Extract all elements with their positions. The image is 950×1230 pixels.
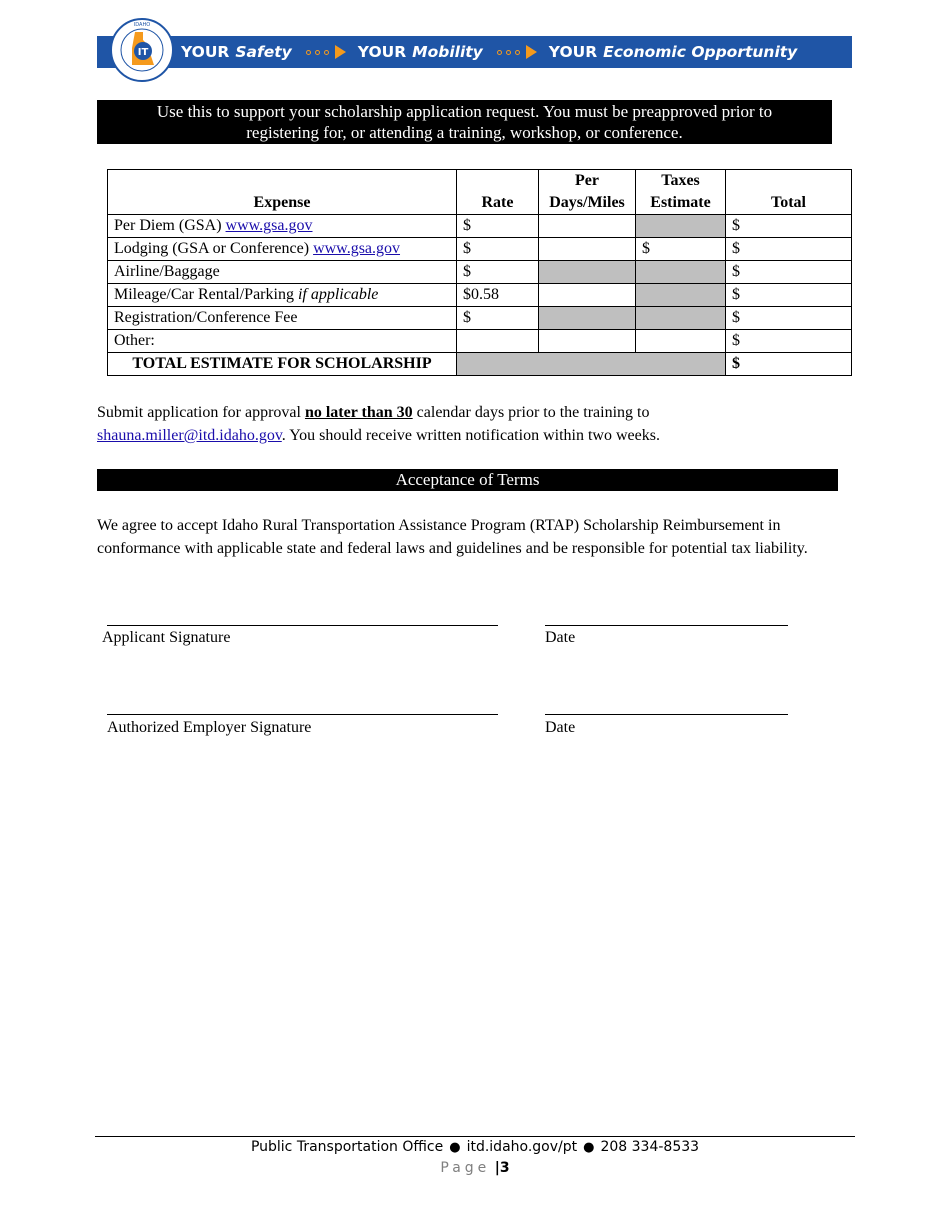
table-row xyxy=(108,261,852,284)
tax-cell-disabled xyxy=(636,261,726,284)
row-label xyxy=(108,238,457,261)
total-cell[interactable]: $ xyxy=(726,284,852,307)
date-label-1: Date xyxy=(545,629,576,646)
page-label: Page xyxy=(440,1160,491,1176)
table-row xyxy=(108,330,852,353)
instruction-line-1: Use this to support your scholarship application request. You must be preapproved prior to xyxy=(156,102,773,121)
total-cell[interactable]: $ xyxy=(726,215,852,238)
rate-cell[interactable] xyxy=(457,330,539,353)
submit-text-before: Submit application for approval xyxy=(97,404,305,421)
acceptance-title: Acceptance of Terms xyxy=(97,469,838,491)
itd-logo-icon xyxy=(110,18,174,82)
submit-paragraph xyxy=(97,401,857,447)
banner-word-economic: Economic Opportunity xyxy=(603,43,798,61)
header-banner xyxy=(97,36,852,68)
banner-dots-arrow-icon xyxy=(306,45,346,59)
header-taxes-line1: Taxes xyxy=(661,172,700,189)
rate-cell[interactable]: $ xyxy=(457,238,539,261)
banner-segment-mobility xyxy=(358,43,483,61)
table-row xyxy=(108,215,852,238)
row-label-text: Per Diem (GSA) xyxy=(114,217,226,234)
row-label xyxy=(108,284,457,307)
page-separator: | xyxy=(494,1160,500,1176)
table-row xyxy=(108,238,852,261)
tax-cell-disabled xyxy=(636,307,726,330)
days-cell[interactable] xyxy=(539,238,636,261)
tax-cell[interactable] xyxy=(636,330,726,353)
svg-text:IT: IT xyxy=(137,47,149,58)
days-cell[interactable] xyxy=(539,284,636,307)
banner-word-mobility: Mobility xyxy=(412,43,483,61)
footer-contact xyxy=(0,1139,950,1155)
employer-signature-label: Authorized Employer Signature xyxy=(107,719,312,736)
gsa-link[interactable]: www.gsa.gov xyxy=(225,217,313,234)
banner-your: YOUR xyxy=(357,43,407,61)
tax-cell[interactable]: $ xyxy=(636,238,726,261)
bullet-icon: ● xyxy=(449,1140,461,1155)
row-label-italic: if applicable xyxy=(297,286,379,303)
total-estimate-cell[interactable]: $ xyxy=(726,353,852,376)
page-number-value: 3 xyxy=(499,1160,510,1176)
date-label-2: Date xyxy=(545,719,576,736)
total-row xyxy=(108,353,852,376)
row-label-text: Lodging (GSA or Conference) xyxy=(114,240,314,257)
row-label: Airline/Baggage xyxy=(108,261,457,284)
rate-cell[interactable]: $ xyxy=(457,261,539,284)
days-cell-disabled xyxy=(539,261,636,284)
tax-cell-disabled xyxy=(636,215,726,238)
banner-word-safety: Safety xyxy=(235,43,292,61)
header-expense: Expense xyxy=(108,170,457,215)
email-link[interactable]: shauna.miller@itd.idaho.gov xyxy=(97,427,282,444)
table-row xyxy=(108,284,852,307)
banner-segment-safety xyxy=(181,43,292,61)
header-taxes-line2: Estimate xyxy=(650,194,711,211)
rate-cell[interactable]: $0.58 xyxy=(457,284,539,307)
days-cell-disabled xyxy=(539,307,636,330)
header-per-days-line1: Per xyxy=(575,172,599,189)
instruction-line-2: registering for, or attending a training, workshop, or conference. xyxy=(246,123,683,142)
submit-deadline: no later than 30 xyxy=(304,404,413,421)
applicant-signature-label: Applicant Signature xyxy=(102,629,231,646)
bullet-icon: ● xyxy=(583,1140,595,1155)
banner-dots-arrow-icon xyxy=(497,45,537,59)
date-line-1[interactable] xyxy=(545,625,788,626)
total-row-gray-cell xyxy=(457,353,726,376)
header-rate: Rate xyxy=(457,170,539,215)
expense-table xyxy=(107,169,852,376)
banner-your: YOUR xyxy=(548,43,598,61)
header-per-days xyxy=(539,170,636,215)
date-line-2[interactable] xyxy=(545,714,788,715)
instruction-bar xyxy=(97,100,832,144)
footer-phone: 208 334-8533 xyxy=(600,1139,700,1155)
total-cell[interactable]: $ xyxy=(726,307,852,330)
gsa-link[interactable]: www.gsa.gov xyxy=(313,240,401,257)
tax-cell-disabled xyxy=(636,284,726,307)
applicant-signature-line[interactable] xyxy=(107,625,498,626)
svg-text:IDAHO: IDAHO xyxy=(133,22,151,28)
total-cell[interactable]: $ xyxy=(726,330,852,353)
row-label-text: Mileage/Car Rental/Parking xyxy=(114,286,298,303)
footer-site: itd.idaho.gov/pt xyxy=(466,1139,578,1155)
header-per-days-line2: Days/Miles xyxy=(549,194,625,211)
submit-text-after: calendar days prior to the training to xyxy=(412,404,650,421)
row-label: Registration/Conference Fee xyxy=(108,307,457,330)
employer-signature-line[interactable] xyxy=(107,714,498,715)
rate-cell[interactable]: $ xyxy=(457,307,539,330)
page-number xyxy=(0,1160,950,1176)
total-estimate-label: TOTAL ESTIMATE FOR SCHOLARSHIP xyxy=(108,353,457,376)
row-label: Other: xyxy=(108,330,457,353)
row-label xyxy=(108,215,457,238)
rate-cell[interactable]: $ xyxy=(457,215,539,238)
header-total: Total xyxy=(726,170,852,215)
total-cell[interactable]: $ xyxy=(726,261,852,284)
table-row xyxy=(108,307,852,330)
days-cell[interactable] xyxy=(539,215,636,238)
days-cell[interactable] xyxy=(539,330,636,353)
footer-office: Public Transportation Office xyxy=(250,1139,444,1155)
footer-divider xyxy=(95,1136,855,1137)
table-header-row xyxy=(108,170,852,215)
header-taxes xyxy=(636,170,726,215)
banner-segment-economic xyxy=(549,43,798,61)
banner-your: YOUR xyxy=(181,43,230,61)
acceptance-text: We agree to accept Idaho Rural Transportation Assistance Program (RTAP) Scholarship Reimbursement in conformance with applicable state and federal laws and guidelines and be responsible for potential tax liability. xyxy=(97,517,808,557)
submit-text-after-email: . You should receive written notification within two weeks. xyxy=(281,427,660,444)
total-cell[interactable]: $ xyxy=(726,238,852,261)
